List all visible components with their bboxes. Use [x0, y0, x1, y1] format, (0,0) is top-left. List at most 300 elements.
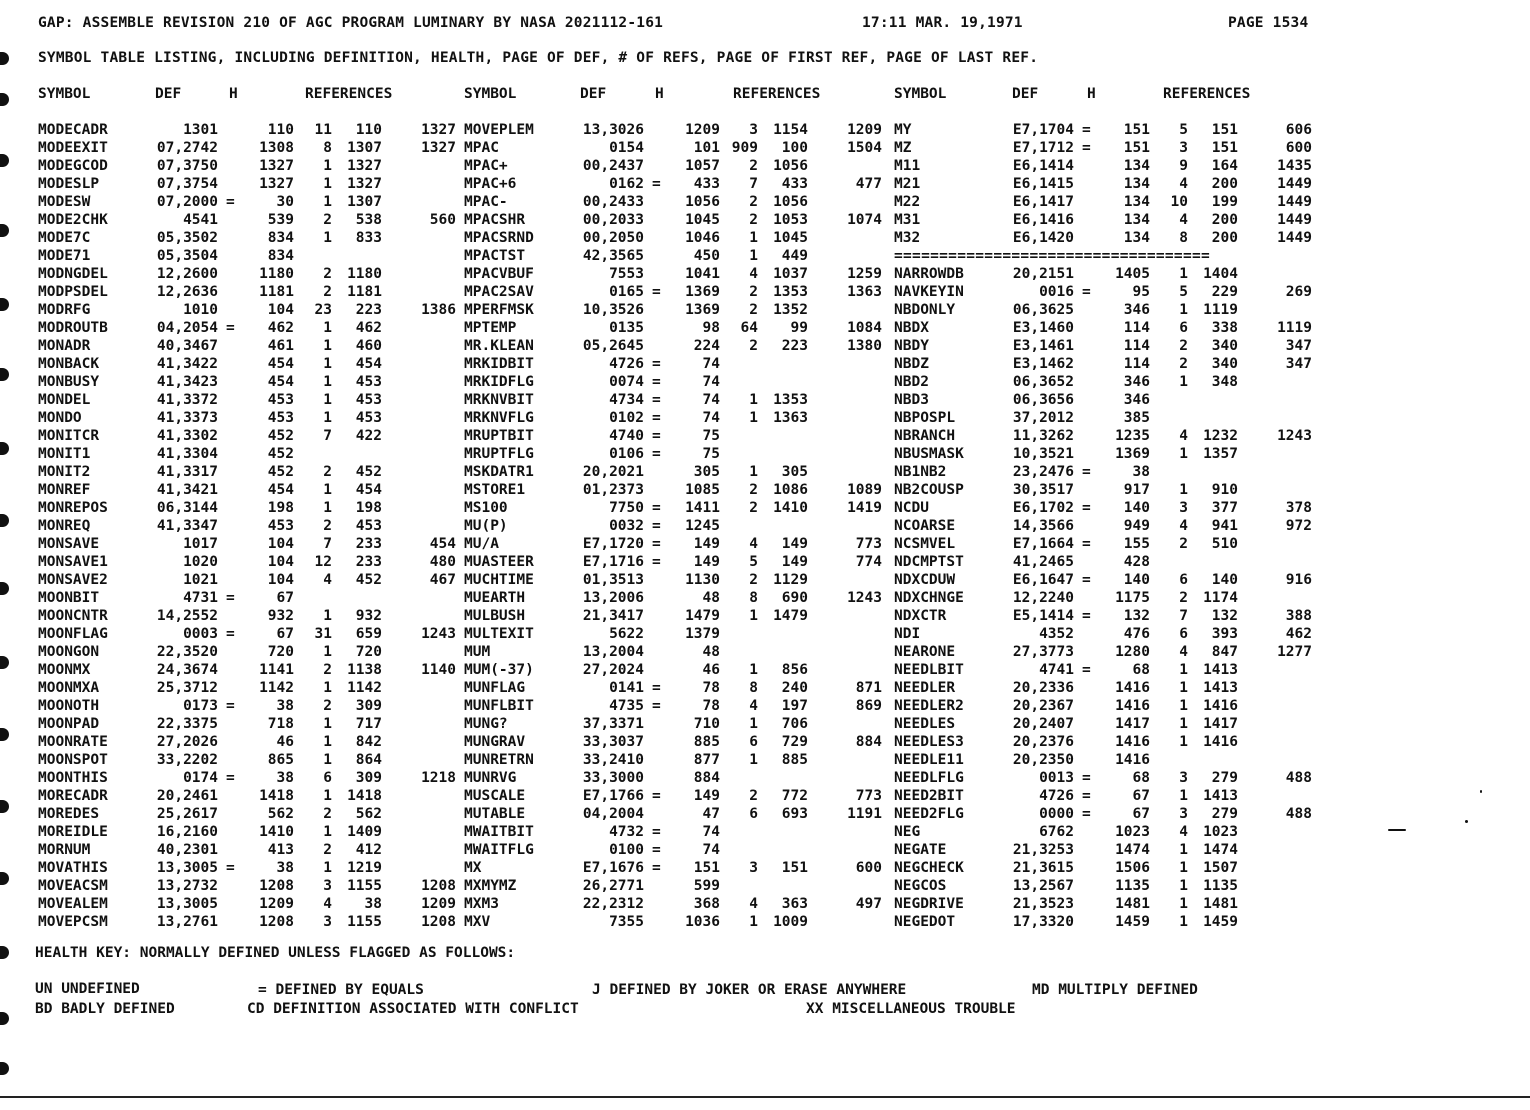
cell-symbol: MRUPTFLG [464, 446, 534, 462]
cell-def: 22,3520 [156, 644, 218, 660]
cell-def: 17,3320 [1012, 914, 1074, 930]
symbol-row [894, 733, 1314, 751]
cell-def-page: 1046 [685, 230, 720, 246]
health-key-md: MD MULTIPLY DEFINED [1032, 982, 1198, 998]
cell-symbol: MUNRETRN [464, 752, 534, 768]
cell-def: 1301 [183, 122, 218, 138]
cell-symbol: NEGDRIVE [894, 896, 964, 912]
cell-health: = [226, 698, 235, 714]
cell-ref-last: 773 [855, 788, 882, 804]
symbol-row [38, 517, 458, 535]
cell-ref-first: 1416 [1203, 698, 1238, 714]
symbol-row [894, 625, 1314, 643]
cell-symbol: MOONMX [38, 662, 91, 678]
cell-symbol: MPACVBUF [464, 266, 534, 282]
symbol-row [894, 301, 1314, 319]
scan-speck [1388, 829, 1406, 831]
symbol-row [38, 625, 458, 643]
cell-def-page: 38 [276, 770, 294, 786]
cell-symbol: MONDO [38, 410, 82, 426]
symbol-row [464, 319, 884, 337]
cell-symbol: MU/A [464, 536, 499, 552]
cell-def: 11,3262 [1012, 428, 1074, 444]
cell-def: E5,1414 [1012, 608, 1074, 624]
cell-symbol: MSTORE1 [464, 482, 526, 498]
cell-ref-first: 279 [1211, 806, 1238, 822]
cell-symbol: MODE2CHK [38, 212, 108, 228]
cell-health: = [226, 626, 235, 642]
cell-ref-last: 1435 [1277, 158, 1312, 174]
cell-def: 01,2373 [582, 482, 644, 498]
cell-ref-last: 269 [1285, 284, 1312, 300]
cell-def-page: 68 [1132, 770, 1150, 786]
cell-def: 40,2301 [156, 842, 218, 858]
cell-ref-last: 1277 [1277, 644, 1312, 660]
cell-def: E6,1647 [1012, 572, 1074, 588]
cell-ref-last: 1327 [421, 122, 456, 138]
cell-ref-first: 233 [355, 554, 382, 570]
symbol-row [464, 391, 884, 409]
cell-def: 20,2461 [156, 788, 218, 804]
header-references: REFERENCES [1163, 86, 1251, 102]
cell-ref-count: 4 [749, 896, 758, 912]
cell-ref-last: 1074 [847, 212, 882, 228]
cell-ref-first: 1174 [1203, 590, 1238, 606]
symbol-row [464, 283, 884, 301]
symbol-row [464, 769, 884, 787]
cell-symbol: MPAC- [464, 194, 508, 210]
cell-symbol: MPERFMSK [464, 302, 534, 318]
cell-symbol: NEGCHECK [894, 860, 964, 876]
cell-ref-count: 4 [1179, 518, 1188, 534]
cell-def-page: 1479 [685, 608, 720, 624]
cell-def: 13,2732 [156, 878, 218, 894]
symbol-row [38, 229, 458, 247]
cell-symbol: MOONTHIS [38, 770, 108, 786]
cell-ref-count: 2 [749, 158, 758, 174]
cell-symbol: NEEDLFLG [894, 770, 964, 786]
cell-def-page: 1209 [685, 122, 720, 138]
cell-ref-count: 2 [749, 194, 758, 210]
symbol-row [894, 427, 1314, 445]
cell-def-page: 1410 [259, 824, 294, 840]
symbol-row [894, 553, 1314, 571]
cell-def-page: 1369 [685, 302, 720, 318]
cell-symbol: MOONOTH [38, 698, 100, 714]
cell-ref-first: 1409 [347, 824, 382, 840]
cell-def: 10,3526 [582, 302, 644, 318]
cell-def: 14,2552 [156, 608, 218, 624]
cell-def-page: 1459 [1115, 914, 1150, 930]
cell-ref-count: 4 [1179, 824, 1188, 840]
cell-ref-first: 693 [781, 806, 808, 822]
cell-def-page: 1416 [1115, 734, 1150, 750]
symbol-row [894, 265, 1314, 283]
symbol-column-3 [894, 121, 1314, 931]
cell-def-page: 453 [267, 392, 294, 408]
cell-ref-last: 1419 [847, 500, 882, 516]
header-health: H [1087, 86, 1096, 102]
cell-ref-last: 871 [855, 680, 882, 696]
cell-ref-count: 3 [323, 914, 332, 930]
cell-def: 0165 [609, 284, 644, 300]
cell-ref-last: 1208 [421, 914, 456, 930]
cell-symbol: MONBACK [38, 356, 100, 372]
cell-ref-first: 856 [781, 662, 808, 678]
binder-hole [0, 154, 9, 167]
cell-ref-count: 6 [1179, 626, 1188, 642]
cell-ref-first: 941 [1211, 518, 1238, 534]
cell-def-page: 1411 [685, 500, 720, 516]
cell-def-page: 1405 [1115, 266, 1150, 282]
cell-def-page: 917 [1123, 482, 1150, 498]
cell-ref-count: 2 [749, 284, 758, 300]
binder-hole [0, 224, 9, 237]
cell-def-page: 48 [702, 590, 720, 606]
cell-ref-first: 197 [781, 698, 808, 714]
cell-health: = [1082, 608, 1091, 624]
cell-ref-count: 1 [1179, 914, 1188, 930]
cell-symbol: NBDONLY [894, 302, 956, 318]
cell-symbol: MONBUSY [38, 374, 100, 390]
cell-def: 41,3302 [156, 428, 218, 444]
symbol-row [464, 409, 884, 427]
cell-ref-first: 729 [781, 734, 808, 750]
symbol-row [38, 265, 458, 283]
cell-def: E6,1420 [1012, 230, 1074, 246]
cell-def-page: 865 [267, 752, 294, 768]
cell-health: = [1082, 662, 1091, 678]
symbol-row [894, 409, 1314, 427]
cell-ref-count: 2 [323, 842, 332, 858]
cell-def: 13,2567 [1012, 878, 1074, 894]
cell-symbol: MOREIDLE [38, 824, 108, 840]
cell-def-page: 710 [693, 716, 720, 732]
cell-symbol: MUASTEER [464, 554, 534, 570]
symbol-row [464, 895, 884, 913]
cell-def: 1010 [183, 302, 218, 318]
cell-ref-first: 151 [1211, 122, 1238, 138]
header-health: H [229, 86, 238, 102]
cell-health: = [226, 770, 235, 786]
cell-ref-count: 2 [1179, 590, 1188, 606]
cell-def-page: 149 [693, 536, 720, 552]
cell-ref-count: 23 [314, 302, 332, 318]
cell-ref-count: 1 [323, 230, 332, 246]
cell-ref-first: 1056 [773, 158, 808, 174]
symbol-row [894, 121, 1314, 139]
cell-def-page: 1036 [685, 914, 720, 930]
cell-def-page: 1141 [259, 662, 294, 678]
cell-def-page: 104 [267, 302, 294, 318]
cell-ref-count: 1 [323, 788, 332, 804]
cell-symbol: MUNGRAV [464, 734, 526, 750]
cell-ref-first: 452 [355, 572, 382, 588]
cell-ref-count: 6 [1179, 572, 1188, 588]
cell-symbol: MOVEPCSM [38, 914, 108, 930]
cell-def-page: 453 [267, 518, 294, 534]
cell-symbol: MS100 [464, 500, 508, 516]
symbol-row [38, 355, 458, 373]
cell-def-page: 346 [1123, 374, 1150, 390]
cell-health: = [1082, 572, 1091, 588]
cell-health: = [226, 320, 235, 336]
symbol-row [894, 823, 1314, 841]
symbol-row [464, 517, 884, 535]
symbol-row [38, 751, 458, 769]
cell-def: 41,3373 [156, 410, 218, 426]
cell-symbol: MONSAVE1 [38, 554, 108, 570]
symbol-row [464, 625, 884, 643]
cell-def-page: 1481 [1115, 896, 1150, 912]
cell-ref-count: 1 [749, 914, 758, 930]
symbol-row [38, 787, 458, 805]
binder-hole [0, 298, 9, 311]
cell-def: E6,1417 [1012, 194, 1074, 210]
cell-symbol: MODNGDEL [38, 266, 108, 282]
cell-def-page: 74 [702, 374, 720, 390]
cell-ref-first: 562 [355, 806, 382, 822]
cell-def: 06,3652 [1012, 374, 1074, 390]
symbol-row [464, 229, 884, 247]
cell-ref-first: 454 [355, 356, 382, 372]
cell-symbol: MODRFG [38, 302, 91, 318]
cell-ref-first: 690 [781, 590, 808, 606]
cell-ref-count: 1 [323, 608, 332, 624]
binder-hole [0, 1062, 9, 1075]
symbol-row [464, 553, 884, 571]
cell-symbol: NBDZ [894, 356, 929, 372]
health-key-title: HEALTH KEY: NORMALLY DEFINED UNLESS FLAGGED AS FOLLOWS: [35, 945, 516, 961]
cell-ref-first: 1357 [1203, 446, 1238, 462]
cell-def: 13,3005 [156, 896, 218, 912]
cell-ref-count: 2 [323, 464, 332, 480]
cell-ref-first: 1119 [1203, 302, 1238, 318]
cell-def: 4726 [609, 356, 644, 372]
symbol-row [38, 733, 458, 751]
cell-ref-first: 847 [1211, 644, 1238, 660]
cell-ref-first: 1142 [347, 680, 382, 696]
listing-subtitle: SYMBOL TABLE LISTING, INCLUDING DEFINITION, HEALTH, PAGE OF DEF, # OF REFS, PAGE OF FIRST REF, PAGE OF LAST REF. [38, 50, 1039, 66]
cell-ref-first: 1459 [1203, 914, 1238, 930]
cell-symbol: MONSAVE2 [38, 572, 108, 588]
cell-def-page: 198 [267, 500, 294, 516]
cell-ref-first: 110 [355, 122, 382, 138]
cell-ref-first: 198 [355, 500, 382, 516]
symbol-row [894, 769, 1314, 787]
cell-def-page: 75 [702, 428, 720, 444]
cell-ref-first: 1413 [1203, 788, 1238, 804]
cell-ref-last: 477 [855, 176, 882, 192]
cell-ref-count: 1 [323, 860, 332, 876]
symbol-row [38, 589, 458, 607]
cell-health: = [1082, 140, 1091, 156]
symbol-row [38, 535, 458, 553]
cell-def-page: 1045 [685, 212, 720, 228]
cell-ref-count: 1 [749, 392, 758, 408]
cell-symbol: MWAITFLG [464, 842, 534, 858]
cell-def: 41,3422 [156, 356, 218, 372]
binder-hole [0, 52, 9, 65]
cell-def-page: 305 [693, 464, 720, 480]
cell-def: 42,3565 [582, 248, 644, 264]
cell-ref-first: 200 [1211, 176, 1238, 192]
symbol-row [464, 589, 884, 607]
cell-ref-first: 233 [355, 536, 382, 552]
cell-ref-first: 338 [1211, 320, 1238, 336]
cell-def: 37,2012 [1012, 410, 1074, 426]
cell-ref-first: 1307 [347, 140, 382, 156]
cell-ref-first: 279 [1211, 770, 1238, 786]
cell-def-page: 68 [1132, 662, 1150, 678]
cell-def-page: 67 [276, 626, 294, 642]
cell-ref-count: 2 [1179, 536, 1188, 552]
listing-title: GAP: ASSEMBLE REVISION 210 OF AGC PROGRAM LUMINARY BY NASA 2021112-161 [38, 15, 664, 31]
binder-hole [0, 872, 9, 885]
cell-symbol: MONIT1 [38, 446, 91, 462]
cell-symbol: MUNG? [464, 716, 508, 732]
cell-def: 25,2617 [156, 806, 218, 822]
cell-symbol: NEARONE [894, 644, 956, 660]
symbol-row [894, 211, 1314, 229]
cell-def-page: 95 [1132, 284, 1150, 300]
cell-health: = [226, 590, 235, 606]
health-key-bd: BD BADLY DEFINED [35, 1001, 175, 1017]
symbol-row [464, 121, 884, 139]
cell-ref-count: 3 [1179, 500, 1188, 516]
cell-ref-last: 1243 [847, 590, 882, 606]
cell-def-page: 1130 [685, 572, 720, 588]
cell-def: 4740 [609, 428, 644, 444]
cell-ref-count: 6 [749, 806, 758, 822]
cell-symbol: MPACSRND [464, 230, 534, 246]
cell-ref-count: 8 [749, 590, 758, 606]
symbol-row [464, 877, 884, 895]
cell-def-page: 134 [1123, 158, 1150, 174]
cell-def: 00,2050 [582, 230, 644, 246]
cell-symbol: NDXCTR [894, 608, 947, 624]
cell-def-page: 134 [1123, 212, 1150, 228]
cell-ref-first: 1180 [347, 266, 382, 282]
cell-def-page: 1180 [259, 266, 294, 282]
cell-symbol: MUSCALE [464, 788, 526, 804]
cell-def-page: 1327 [259, 176, 294, 192]
cell-symbol: MOONMXA [38, 680, 100, 696]
cell-ref-last: 600 [1285, 140, 1312, 156]
cell-health: = [1082, 536, 1091, 552]
cell-ref-first: 1219 [347, 860, 382, 876]
binder-hole [0, 514, 9, 527]
symbol-row [464, 337, 884, 355]
cell-ref-first: 240 [781, 680, 808, 696]
cell-def-page: 74 [702, 392, 720, 408]
symbol-row [464, 499, 884, 517]
cell-ref-count: 1 [1179, 302, 1188, 318]
cell-def: 41,3372 [156, 392, 218, 408]
cell-def-page: 1418 [259, 788, 294, 804]
cell-symbol: MODECADR [38, 122, 108, 138]
symbol-row [894, 697, 1314, 715]
cell-ref-count: 2 [749, 212, 758, 228]
cell-health: = [652, 374, 661, 390]
cell-def: 00,2033 [582, 212, 644, 228]
cell-health: = [652, 392, 661, 408]
cell-symbol: MXM3 [464, 896, 499, 912]
symbol-row [464, 913, 884, 931]
cell-def-page: 932 [267, 608, 294, 624]
cell-def: 1017 [183, 536, 218, 552]
cell-ref-first: 1404 [1203, 266, 1238, 282]
cell-ref-first: 340 [1211, 356, 1238, 372]
cell-ref-first: 309 [355, 698, 382, 714]
cell-symbol: MONITCR [38, 428, 100, 444]
cell-ref-first: 453 [355, 518, 382, 534]
cell-ref-count: 8 [1179, 230, 1188, 246]
health-key-un: UN UNDEFINED [35, 981, 140, 997]
symbol-row [894, 157, 1314, 175]
cell-health: = [226, 860, 235, 876]
cell-ref-count: 2 [749, 500, 758, 516]
cell-def-page: 74 [702, 356, 720, 372]
cell-symbol: MONREF [38, 482, 91, 498]
symbol-row [464, 193, 884, 211]
cell-ref-first: 1155 [347, 878, 382, 894]
symbol-row [894, 715, 1314, 733]
cell-ref-count: 1 [323, 644, 332, 660]
cell-symbol: NEEDLBIT [894, 662, 964, 678]
cell-ref-count: 2 [323, 266, 332, 282]
binder-hole [0, 582, 9, 595]
cell-def: 0003 [183, 626, 218, 642]
cell-def: 07,3754 [156, 176, 218, 192]
binder-hole [0, 368, 9, 381]
cell-ref-count: 1 [323, 356, 332, 372]
cell-ref-first: 772 [781, 788, 808, 804]
cell-def-page: 1209 [259, 896, 294, 912]
binder-hole [0, 728, 9, 741]
binder-hole [0, 442, 9, 455]
cell-def: 1021 [183, 572, 218, 588]
cell-ref-first: 454 [355, 482, 382, 498]
cell-def: 24,3674 [156, 662, 218, 678]
symbol-row [894, 373, 1314, 391]
cell-ref-last: 869 [855, 698, 882, 714]
cell-ref-last: 467 [429, 572, 456, 588]
header-def: DEF [580, 86, 607, 102]
symbol-row [38, 427, 458, 445]
cell-symbol: NB1NB2 [894, 464, 947, 480]
cell-def-page: 1175 [1115, 590, 1150, 606]
symbol-column-1 [38, 121, 458, 931]
symbol-row [38, 895, 458, 913]
cell-def: 16,2160 [156, 824, 218, 840]
cell-def: 7750 [609, 500, 644, 516]
cell-def: E6,1416 [1012, 212, 1074, 228]
cell-def-page: 1416 [1115, 752, 1150, 768]
cell-ref-count: 1 [1179, 266, 1188, 282]
cell-def-page: 1369 [1115, 446, 1150, 462]
cell-ref-count: 4 [1179, 428, 1188, 444]
cell-def: 0100 [609, 842, 644, 858]
cell-def-page: 155 [1123, 536, 1150, 552]
cell-def-page: 539 [267, 212, 294, 228]
cell-ref-count: 64 [740, 320, 758, 336]
cell-health: = [1082, 500, 1091, 516]
cell-ref-last: 388 [1285, 608, 1312, 624]
cell-def-page: 1235 [1115, 428, 1150, 444]
cell-ref-last: 1363 [847, 284, 882, 300]
cell-ref-first: 510 [1211, 536, 1238, 552]
